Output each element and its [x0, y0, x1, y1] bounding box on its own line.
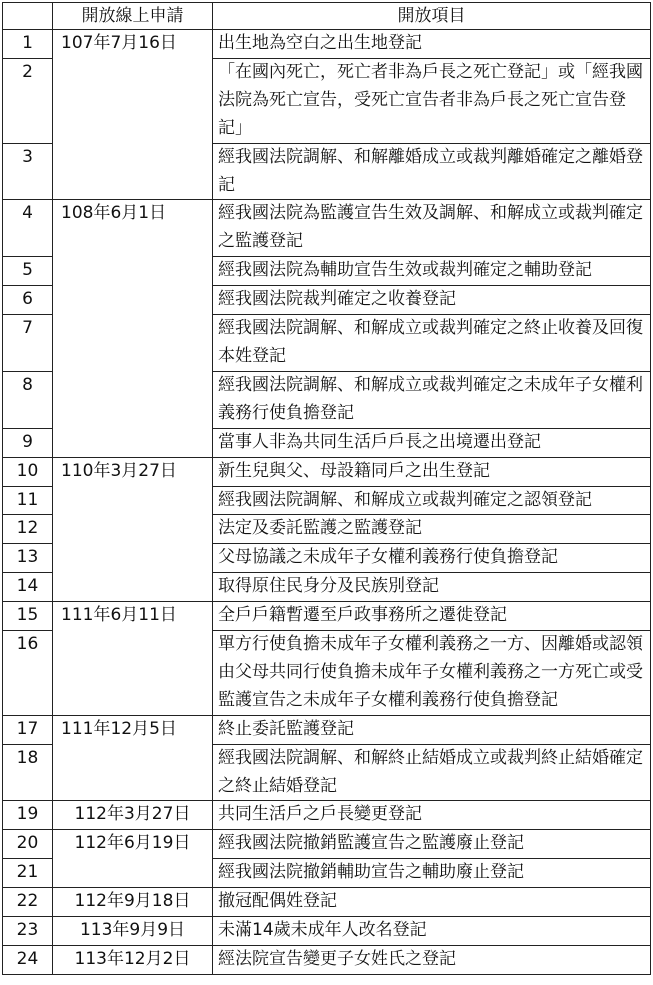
- table-row: [3, 888, 651, 917]
- table-row: [3, 830, 651, 859]
- row-item: 撤冠配偶姓登記: [213, 888, 651, 917]
- row-no: 13: [3, 544, 53, 573]
- row-no: 10: [3, 457, 53, 486]
- row-item: 單方行使負擔未成年子女權利義務之一方、因離婚或認領由父母共同行使負擔未成年子女權利義務之一方死亡或受監護宣告之未成年子女權利義務行使負擔登記: [213, 631, 651, 716]
- row-item: 共同生活戶之戶長變更登記: [213, 801, 651, 830]
- row-no: 6: [3, 286, 53, 315]
- row-no: 7: [3, 315, 53, 372]
- row-item: 當事人非為共同生活戶戶長之出境遷出登記: [213, 428, 651, 457]
- row-item: 法定及委託監護之監護登記: [213, 515, 651, 544]
- row-date: 110年3月27日: [53, 457, 213, 602]
- row-no: 24: [3, 946, 53, 975]
- row-item: 出生地為空白之出生地登記: [213, 30, 651, 59]
- row-no: 23: [3, 917, 53, 946]
- row-date: 107年7月16日: [53, 30, 213, 200]
- row-item: 經我國法院調解、和解成立或裁判確定之認領登記: [213, 486, 651, 515]
- row-item: 經我國法院為監護宣告生效及調解、和解成立或裁判確定之監護登記: [213, 200, 651, 257]
- header-no: [3, 3, 53, 30]
- header-item: 開放項目: [213, 3, 651, 30]
- table-row: [3, 917, 651, 946]
- row-no: 17: [3, 715, 53, 744]
- row-date: 111年6月11日: [53, 602, 213, 716]
- row-no: 5: [3, 257, 53, 286]
- row-item: 經我國法院調解、和解成立或裁判確定之未成年子女權利義務行使負擔登記: [213, 371, 651, 428]
- row-no: 4: [3, 200, 53, 257]
- row-item: 取得原住民身分及民族別登記: [213, 573, 651, 602]
- row-no: 22: [3, 888, 53, 917]
- table-header-row: [3, 3, 651, 30]
- row-date: 108年6月1日: [53, 200, 213, 457]
- row-no: 15: [3, 602, 53, 631]
- row-date: 112年9月18日: [53, 888, 213, 917]
- row-date: 112年3月27日: [53, 801, 213, 830]
- row-item: 未滿14歲未成年人改名登記: [213, 917, 651, 946]
- row-item: 「在國內死亡，死亡者非為戶長之死亡登記」或「經我國法院為死亡宣告，受死亡宣告者非為戶長之死亡宣告登記」: [213, 58, 651, 143]
- row-no: 1: [3, 30, 53, 59]
- row-item: 經我國法院撤銷輔助宣告之輔助廢止登記: [213, 859, 651, 888]
- table-row: [3, 30, 651, 59]
- row-item: 經我國法院裁判確定之收養登記: [213, 286, 651, 315]
- row-item: 父母協議之未成年子女權利義務行使負擔登記: [213, 544, 651, 573]
- row-no: 21: [3, 859, 53, 888]
- row-item: 經我國法院為輔助宣告生效或裁判確定之輔助登記: [213, 257, 651, 286]
- header-date: 開放線上申請: [53, 3, 213, 30]
- row-no: 8: [3, 371, 53, 428]
- row-no: 3: [3, 143, 53, 200]
- row-no: 14: [3, 573, 53, 602]
- row-no: 2: [3, 58, 53, 143]
- row-item: 終止委託監護登記: [213, 715, 651, 744]
- table-row: [3, 715, 651, 744]
- row-no: 9: [3, 428, 53, 457]
- table-row: [3, 200, 651, 257]
- row-item: 經我國法院調解、和解離婚成立或裁判離婚確定之離婚登記: [213, 143, 651, 200]
- row-date: 113年12月2日: [53, 946, 213, 975]
- row-date: 111年12月5日: [53, 715, 213, 801]
- row-no: 20: [3, 830, 53, 859]
- row-date: 113年9月9日: [53, 917, 213, 946]
- row-date: 112年6月19日: [53, 830, 213, 888]
- row-item: 經法院宣告變更子女姓氏之登記: [213, 946, 651, 975]
- row-no: 18: [3, 744, 53, 801]
- row-item: 新生兒與父、母設籍同戶之出生登記: [213, 457, 651, 486]
- row-no: 12: [3, 515, 53, 544]
- table-row: [3, 457, 651, 486]
- table-row: [3, 801, 651, 830]
- row-no: 19: [3, 801, 53, 830]
- row-item: 全戶戶籍暫遷至戶政事務所之遷徙登記: [213, 602, 651, 631]
- row-item: 經我國法院撤銷監護宣告之監護廢止登記: [213, 830, 651, 859]
- application-table: [2, 2, 651, 975]
- table-row: [3, 946, 651, 975]
- table-row: [3, 602, 651, 631]
- row-no: 11: [3, 486, 53, 515]
- row-item: 經我國法院調解、和解終止結婚成立或裁判終止結婚確定之終止結婚登記: [213, 744, 651, 801]
- row-item: 經我國法院調解、和解成立或裁判確定之終止收養及回復本姓登記: [213, 315, 651, 372]
- row-no: 16: [3, 631, 53, 716]
